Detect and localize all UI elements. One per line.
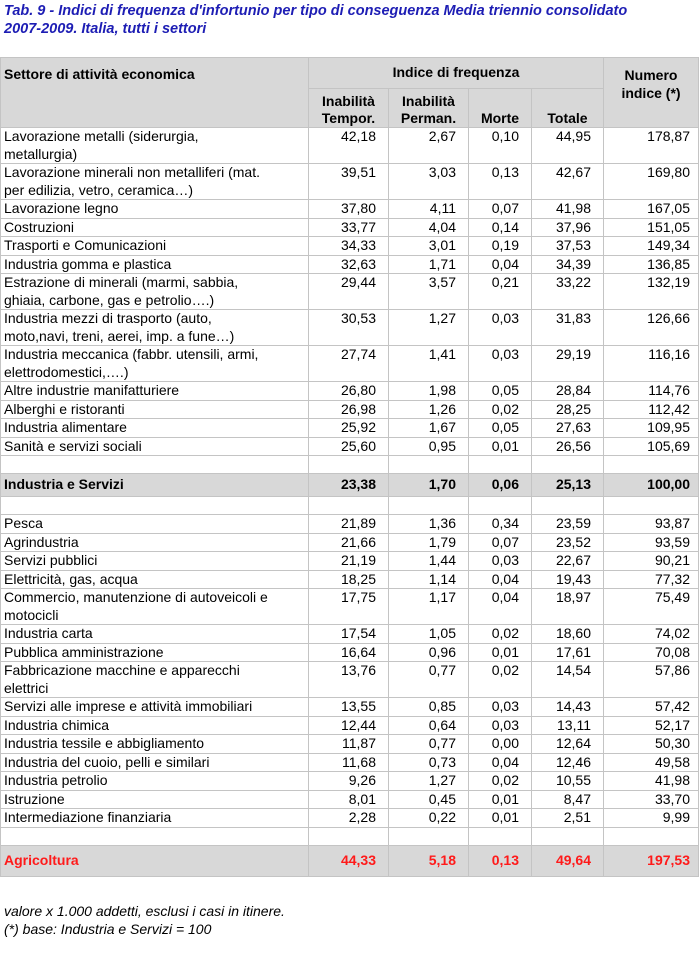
- group-1-body: [1, 128, 699, 456]
- sector-name: [1, 533, 309, 552]
- agri-morte: 0,13: [469, 845, 532, 876]
- value-totale: 22,67: [532, 552, 604, 571]
- value-totale: 31,83: [532, 310, 604, 346]
- value-numero-indice: 90,21: [604, 552, 699, 571]
- value-numero-indice: 50,30: [604, 735, 699, 754]
- value-inabilita-permanente: 1,79: [389, 533, 469, 552]
- value-inabilita-temporanea: 2,28: [309, 809, 389, 828]
- value-inabilita-temporanea: 30,53: [309, 310, 389, 346]
- value-inabilita-temporanea: 26,98: [309, 400, 389, 419]
- value-numero-indice: 93,87: [604, 515, 699, 534]
- value-morte: 0,01: [469, 809, 532, 828]
- sector-name-line-1: Industria alimentare: [4, 419, 127, 435]
- value-inabilita-permanente: 1,05: [389, 625, 469, 644]
- value-morte: 0,07: [469, 200, 532, 219]
- value-inabilita-temporanea: 11,87: [309, 735, 389, 754]
- header-morte-label: Morte: [480, 110, 520, 126]
- sector-name-line-1: Pesca: [4, 515, 43, 531]
- value-inabilita-temporanea: 16,64: [309, 643, 389, 662]
- value-morte: 0,00: [469, 735, 532, 754]
- agri-body: [1, 827, 699, 876]
- value-inabilita-permanente: 3,57: [389, 274, 469, 310]
- sector-name: [1, 662, 309, 698]
- value-inabilita-permanente: 1,98: [389, 382, 469, 401]
- table-row: [1, 552, 699, 571]
- value-morte: 0,04: [469, 753, 532, 772]
- group-2-body: [1, 515, 699, 828]
- table-row: [1, 533, 699, 552]
- note-base: (*) base: Industria e Servizi = 100: [4, 921, 212, 937]
- sector-name-line-1: Altre industrie manifatturiere: [4, 382, 180, 398]
- table-row: [1, 570, 699, 589]
- header-temp-line-1: Inabilità: [322, 93, 375, 109]
- value-inabilita-temporanea: 12,44: [309, 716, 389, 735]
- value-inabilita-temporanea: 26,80: [309, 382, 389, 401]
- sector-name: [1, 809, 309, 828]
- value-inabilita-temporanea: 27,74: [309, 346, 389, 382]
- value-numero-indice: 105,69: [604, 437, 699, 456]
- value-totale: 42,67: [532, 164, 604, 200]
- sector-name: [1, 164, 309, 200]
- value-morte: 0,03: [469, 698, 532, 717]
- value-inabilita-temporanea: 32,63: [309, 255, 389, 274]
- value-totale: 33,22: [532, 274, 604, 310]
- header-totale: [532, 89, 604, 128]
- value-morte: 0,01: [469, 643, 532, 662]
- value-morte: 0,21: [469, 274, 532, 310]
- sector-name-line-2: metallurgia): [4, 145, 78, 162]
- sector-name-line-2: moto,navi, treni, aerei, imp. a fune…): [4, 327, 235, 344]
- agri-sector: Agricoltura: [1, 845, 309, 876]
- sector-name: [1, 310, 309, 346]
- value-numero-indice: 93,59: [604, 533, 699, 552]
- value-morte: 0,04: [469, 589, 532, 625]
- table-row: [1, 662, 699, 698]
- agri-perm: 5,18: [389, 845, 469, 876]
- value-inabilita-temporanea: 17,54: [309, 625, 389, 644]
- value-inabilita-temporanea: 13,76: [309, 662, 389, 698]
- agri-totale: 49,64: [532, 845, 604, 876]
- sector-name-line-1: Industria gomma e plastica: [4, 255, 172, 272]
- sector-name: [1, 255, 309, 274]
- sector-name-line-1: Elettricità, gas, acqua: [4, 570, 138, 587]
- value-numero-indice: 169,80: [604, 164, 699, 200]
- value-totale: 23,52: [532, 533, 604, 552]
- header-indice-frequenza: Indice di frequenza: [309, 58, 604, 89]
- value-inabilita-permanente: 1,26: [389, 400, 469, 419]
- note-units: valore x 1.000 addetti, esclusi i casi in itinere.: [4, 903, 285, 919]
- value-inabilita-permanente: 3,03: [389, 164, 469, 200]
- value-numero-indice: 33,70: [604, 790, 699, 809]
- value-inabilita-permanente: 4,04: [389, 218, 469, 237]
- value-inabilita-permanente: 2,67: [389, 128, 469, 164]
- value-numero-indice: 167,05: [604, 200, 699, 219]
- value-totale: 18,60: [532, 625, 604, 644]
- value-totale: 34,39: [532, 255, 604, 274]
- value-inabilita-permanente: 1,36: [389, 515, 469, 534]
- value-inabilita-permanente: 0,85: [389, 698, 469, 717]
- sector-name-line-1: Industria petrolio: [4, 772, 108, 788]
- summary-temp: 23,38: [309, 474, 389, 497]
- table-row: [1, 753, 699, 772]
- summary-body: [1, 456, 699, 515]
- title-line-2: 2007-2009. Italia, tutti i settori: [4, 21, 207, 37]
- sector-name-line-1: Estrazione di minerali (marmi, sabbia,: [4, 274, 239, 290]
- sector-name: [1, 237, 309, 256]
- table-row: [1, 274, 699, 310]
- sector-name: [1, 589, 309, 625]
- value-inabilita-permanente: 1,27: [389, 772, 469, 791]
- value-totale: 26,56: [532, 437, 604, 456]
- sector-name: [1, 753, 309, 772]
- table-row: [1, 735, 699, 754]
- value-morte: 0,02: [469, 400, 532, 419]
- value-inabilita-temporanea: 21,66: [309, 533, 389, 552]
- summary-perm: 1,70: [389, 474, 469, 497]
- value-inabilita-permanente: 1,17: [389, 589, 469, 625]
- value-totale: 28,25: [532, 400, 604, 419]
- value-totale: 12,64: [532, 735, 604, 754]
- value-inabilita-temporanea: 25,92: [309, 419, 389, 438]
- value-morte: 0,07: [469, 533, 532, 552]
- value-inabilita-permanente: 1,14: [389, 570, 469, 589]
- value-totale: 27,63: [532, 419, 604, 438]
- injury-frequency-table: [0, 57, 699, 877]
- value-inabilita-temporanea: 25,60: [309, 437, 389, 456]
- sector-name: [1, 698, 309, 717]
- summary-numero-indice: 100,00: [604, 474, 699, 497]
- table-row: [1, 164, 699, 200]
- value-morte: 0,19: [469, 237, 532, 256]
- table-row: [1, 346, 699, 382]
- value-totale: 14,43: [532, 698, 604, 717]
- sector-name-line-1: Industria tessile e abbigliamento: [4, 735, 205, 751]
- sector-name: [1, 552, 309, 571]
- sector-name-line-1: Lavorazione metalli (siderurgia,: [4, 128, 199, 144]
- sector-name: [1, 772, 309, 791]
- value-numero-indice: 109,95: [604, 419, 699, 438]
- table-row: [1, 625, 699, 644]
- sector-name-line-1: Servizi pubblici: [4, 552, 98, 568]
- value-inabilita-permanente: 0,64: [389, 716, 469, 735]
- sector-name-line-1: Industria chimica: [4, 716, 110, 733]
- table-row: [1, 515, 699, 534]
- value-morte: 0,14: [469, 218, 532, 237]
- sector-name: [1, 570, 309, 589]
- value-inabilita-temporanea: 18,25: [309, 570, 389, 589]
- table-title: [4, 2, 698, 38]
- value-totale: 2,51: [532, 809, 604, 828]
- value-inabilita-permanente: 0,95: [389, 437, 469, 456]
- sector-name-line-2: elettrici: [4, 679, 49, 696]
- value-inabilita-permanente: 1,71: [389, 255, 469, 274]
- sector-name-line-1: Istruzione: [4, 790, 65, 807]
- sector-name-line-1: Industria carta: [4, 625, 93, 641]
- sector-name: [1, 419, 309, 438]
- value-numero-indice: 116,16: [604, 346, 699, 382]
- sector-name: [1, 128, 309, 164]
- sector-name: [1, 218, 309, 237]
- value-morte: 0,03: [469, 552, 532, 571]
- value-morte: 0,13: [469, 164, 532, 200]
- value-numero-indice: 9,99: [604, 809, 699, 828]
- value-morte: 0,04: [469, 570, 532, 589]
- table-row: [1, 200, 699, 219]
- value-numero-indice: 112,42: [604, 400, 699, 419]
- value-inabilita-temporanea: 42,18: [309, 128, 389, 164]
- value-inabilita-temporanea: 39,51: [309, 164, 389, 200]
- sector-name: [1, 625, 309, 644]
- value-totale: 12,46: [532, 753, 604, 772]
- value-inabilita-permanente: 1,44: [389, 552, 469, 571]
- value-inabilita-temporanea: 37,80: [309, 200, 389, 219]
- sector-name: [1, 382, 309, 401]
- value-inabilita-permanente: 1,67: [389, 419, 469, 438]
- value-totale: 37,96: [532, 218, 604, 237]
- summary-morte: 0,06: [469, 474, 532, 497]
- table-row: [1, 790, 699, 809]
- value-inabilita-temporanea: 9,26: [309, 772, 389, 791]
- value-inabilita-temporanea: 29,44: [309, 274, 389, 310]
- title-line-1: Tab. 9 - Indici di frequenza d'infortunio per tipo di conseguenza Media triennio consolidato: [4, 3, 628, 19]
- value-totale: 23,59: [532, 515, 604, 534]
- header-inabilita-temporanea: [309, 89, 389, 128]
- value-numero-indice: 52,17: [604, 716, 699, 735]
- table-row: [1, 419, 699, 438]
- sector-name-line-2: ghiaia, carbone, gas e petrolio….): [4, 291, 215, 308]
- sector-name-line-1: Industria del cuoio, pelli e similari: [4, 753, 210, 770]
- summary-row-industria-servizi: [1, 474, 699, 497]
- value-morte: 0,03: [469, 346, 532, 382]
- value-numero-indice: 149,34: [604, 237, 699, 256]
- value-numero-indice: 151,05: [604, 218, 699, 237]
- value-morte: 0,05: [469, 382, 532, 401]
- value-totale: 14,54: [532, 662, 604, 698]
- sector-name-line-1: Industria meccanica (fabbr. utensili, armi,: [4, 346, 259, 362]
- value-morte: 0,10: [469, 128, 532, 164]
- table-notes: [4, 902, 285, 938]
- sector-name-line-2: motocicli: [4, 606, 59, 623]
- value-inabilita-permanente: 0,77: [389, 735, 469, 754]
- sector-name-line-1: Alberghi e ristoranti: [4, 400, 125, 417]
- value-morte: 0,02: [469, 662, 532, 698]
- agri-numero-indice: 197,53: [604, 845, 699, 876]
- header-perm-line-1: Inabilità: [402, 93, 455, 109]
- agri-temp: 44,33: [309, 845, 389, 876]
- sector-name: [1, 274, 309, 310]
- value-morte: 0,03: [469, 310, 532, 346]
- sector-name: [1, 400, 309, 419]
- sector-name-line-2: elettrodomestici,….): [4, 363, 129, 380]
- value-inabilita-temporanea: 34,33: [309, 237, 389, 256]
- value-morte: 0,04: [469, 255, 532, 274]
- sector-name: [1, 643, 309, 662]
- sector-name-line-1: Pubblica amministrazione: [4, 643, 164, 660]
- value-totale: 17,61: [532, 643, 604, 662]
- value-inabilita-permanente: 0,96: [389, 643, 469, 662]
- value-numero-indice: 114,76: [604, 382, 699, 401]
- sector-name: [1, 790, 309, 809]
- sector-name-line-1: Fabbricazione macchine e apparecchi: [4, 662, 240, 678]
- value-inabilita-permanente: 0,22: [389, 809, 469, 828]
- summary-row-agricoltura: [1, 845, 699, 876]
- header-numero-line-2: indice (*): [621, 85, 681, 101]
- table-row: [1, 382, 699, 401]
- spacer-row: [1, 456, 699, 474]
- value-inabilita-permanente: 1,27: [389, 310, 469, 346]
- value-morte: 0,05: [469, 419, 532, 438]
- value-inabilita-temporanea: 8,01: [309, 790, 389, 809]
- table-row: [1, 643, 699, 662]
- value-totale: 37,53: [532, 237, 604, 256]
- table-row: [1, 310, 699, 346]
- value-numero-indice: 74,02: [604, 625, 699, 644]
- value-totale: 10,55: [532, 772, 604, 791]
- value-totale: 28,84: [532, 382, 604, 401]
- header-morte: [469, 89, 532, 128]
- value-totale: 13,11: [532, 716, 604, 735]
- table-row: [1, 589, 699, 625]
- table-row: [1, 698, 699, 717]
- value-inabilita-permanente: 0,73: [389, 753, 469, 772]
- sector-name: [1, 200, 309, 219]
- sector-name-line-1: Costruzioni: [4, 218, 75, 235]
- value-inabilita-temporanea: 21,19: [309, 552, 389, 571]
- value-totale: 41,98: [532, 200, 604, 219]
- value-morte: 0,01: [469, 790, 532, 809]
- sector-name-line-1: Servizi alle imprese e attività immobiliari: [4, 698, 253, 714]
- header-numero-line-1: Numero: [624, 67, 678, 83]
- table-row: [1, 237, 699, 256]
- value-numero-indice: 57,86: [604, 662, 699, 698]
- value-totale: 8,47: [532, 790, 604, 809]
- table-row: [1, 255, 699, 274]
- value-morte: 0,01: [469, 437, 532, 456]
- header-inabilita-permanente: [389, 89, 469, 128]
- sector-name-line-1: Trasporti e Comunicazioni: [4, 237, 167, 253]
- sector-name-line-1: Commercio, manutenzione di autoveicoli e: [4, 589, 268, 605]
- value-numero-indice: 75,49: [604, 589, 699, 625]
- value-morte: 0,02: [469, 625, 532, 644]
- value-numero-indice: 178,87: [604, 128, 699, 164]
- table-row: [1, 437, 699, 456]
- value-numero-indice: 57,42: [604, 698, 699, 717]
- sector-name: [1, 346, 309, 382]
- table-row: [1, 218, 699, 237]
- value-numero-indice: 132,19: [604, 274, 699, 310]
- summary-sector: Industria e Servizi: [1, 474, 309, 497]
- value-inabilita-permanente: 3,01: [389, 237, 469, 256]
- sector-name-line-1: Sanità e servizi sociali: [4, 437, 142, 454]
- spacer-row: [1, 497, 699, 515]
- sector-name-line-1: Intermediazione finanziaria: [4, 809, 172, 825]
- sector-name: [1, 515, 309, 534]
- header-perm-line-2: Perman.: [400, 110, 457, 126]
- header-numero-indice: [604, 58, 699, 128]
- sector-name-line-1: Industria mezzi di trasporto (auto,: [4, 310, 212, 326]
- header-row-1: [1, 58, 699, 89]
- value-inabilita-temporanea: 21,89: [309, 515, 389, 534]
- summary-totale: 25,13: [532, 474, 604, 497]
- value-totale: 44,95: [532, 128, 604, 164]
- header-sector: Settore di attività economica: [1, 58, 309, 128]
- value-inabilita-permanente: 1,41: [389, 346, 469, 382]
- table-row: [1, 809, 699, 828]
- value-morte: 0,34: [469, 515, 532, 534]
- value-numero-indice: 136,85: [604, 255, 699, 274]
- value-inabilita-temporanea: 13,55: [309, 698, 389, 717]
- table-row: [1, 400, 699, 419]
- value-totale: 19,43: [532, 570, 604, 589]
- sector-name-line-2: per edilizia, vetro, ceramica…): [4, 181, 194, 198]
- value-morte: 0,02: [469, 772, 532, 791]
- value-inabilita-permanente: 0,77: [389, 662, 469, 698]
- table-row: [1, 128, 699, 164]
- sector-name: [1, 437, 309, 456]
- value-inabilita-temporanea: 11,68: [309, 753, 389, 772]
- header-temp-line-2: Tempor.: [321, 110, 376, 126]
- value-numero-indice: 49,58: [604, 753, 699, 772]
- table-row: [1, 772, 699, 791]
- value-numero-indice: 41,98: [604, 772, 699, 791]
- value-morte: 0,03: [469, 716, 532, 735]
- value-inabilita-permanente: 0,45: [389, 790, 469, 809]
- value-inabilita-temporanea: 33,77: [309, 218, 389, 237]
- sector-name: [1, 735, 309, 754]
- value-numero-indice: 70,08: [604, 643, 699, 662]
- value-numero-indice: 126,66: [604, 310, 699, 346]
- spacer-row: [1, 827, 699, 845]
- table-row: [1, 716, 699, 735]
- sector-name-line-1: Lavorazione minerali non metalliferi (mat.: [4, 164, 260, 180]
- sector-name-line-1: Agrindustria: [4, 533, 79, 550]
- value-inabilita-permanente: 4,11: [389, 200, 469, 219]
- value-totale: 29,19: [532, 346, 604, 382]
- header-totale-label: Totale: [547, 110, 588, 126]
- sector-name: [1, 716, 309, 735]
- value-inabilita-temporanea: 17,75: [309, 589, 389, 625]
- value-numero-indice: 77,32: [604, 570, 699, 589]
- sector-name-line-1: Lavorazione legno: [4, 200, 119, 216]
- value-totale: 18,97: [532, 589, 604, 625]
